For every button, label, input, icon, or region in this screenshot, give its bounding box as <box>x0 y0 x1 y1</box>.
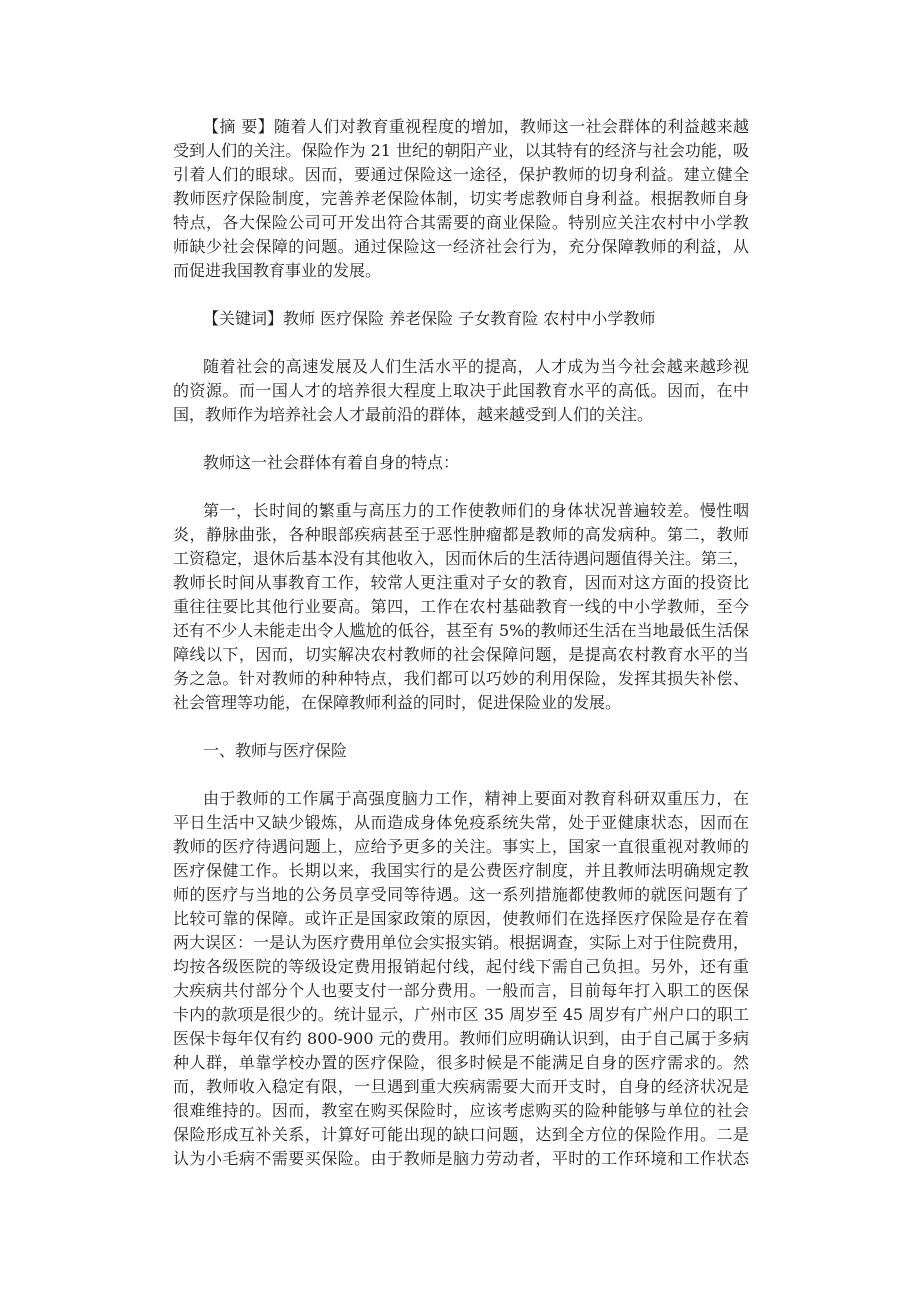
text-line: 卡内的款项是很少的。统计显示，广州市区 35 周岁至 45 周岁有广州户口的职工 <box>173 1005 749 1024</box>
text-line: 教师的医疗待遇问题上，应给予更多的关注。事实上，国家一直很重视对教师的 <box>173 837 749 856</box>
document-page <box>173 115 749 1195</box>
text-line: 两大误区：一是认为医疗费用单位会实报实销。根据调查，实际上对于住院费用， <box>173 933 749 952</box>
text-line: 重往往要比其他行业要高。第四，工作在农村基础教育一线的中小学教师，至今 <box>173 597 749 616</box>
text-line: 比较可靠的保障。或许正是国家政策的原因，使教师们在选择医疗保险是存在着 <box>173 909 749 928</box>
features-paragraph <box>173 499 749 715</box>
keywords-paragraph <box>173 307 749 331</box>
text-line: 【摘 要】随着人们对教育重视程度的增加，教师这一社会群体的利益越来越 <box>203 117 749 136</box>
text-line: 教师长时间从事教育工作，较常人更注重对子女的教育，因而对这方面的投资比 <box>173 573 749 592</box>
text-line: 工资稳定，退休后基本没有其他收入，因而休后的生活待遇问题值得关注。第三， <box>173 549 749 568</box>
text-line: 种人群，单靠学校办置的医疗保险，很多时候是不能满足自身的医疗需求的。然 <box>173 1053 749 1072</box>
text-line: 师的医疗与当地的公务员享受同等待遇。这一系列措施都使教师的就医问题有了 <box>173 885 749 904</box>
text-line: 均按各级医院的等级设定费用报销起付线，起付线下需自己负担。另外，还有重 <box>173 957 749 976</box>
text-line: 大疾病共付部分个人也要支付一部分费用。一般而言，目前每年打入职工的医保 <box>173 981 749 1000</box>
text-line: 由于教师的工作属于高强度脑力工作，精神上要面对教育科研双重压力，在 <box>203 789 749 808</box>
text-line: 炎，静脉曲张，各种眼部疾病甚至于恶性肿瘤都是教师的高发病种。第二，教师 <box>173 525 749 544</box>
text-line: 教师这一社会群体有着自身的特点： <box>203 453 460 472</box>
text-line: 引着人们的眼球。因而，要通过保险这一途径，保护教师的切身利益。建立健全 <box>173 165 749 184</box>
text-line: 保险形成互补关系，计算好可能出现的缺口问题，达到全方位的保险作用。二是 <box>173 1125 749 1144</box>
intro-paragraph <box>173 355 749 427</box>
text-line: 随着社会的高速发展及人们生活水平的提高，人才成为当今社会越来越珍视 <box>203 357 749 376</box>
text-line: 医疗保健工作。长期以来，我国实行的是公费医疗制度，并且教师法明确规定教 <box>173 861 749 880</box>
abstract-paragraph <box>173 115 749 283</box>
text-line: 认为小毛病不需要买保险。由于教师是脑力劳动者，平时的工作环境和工作状态 <box>173 1149 749 1168</box>
text-line: 特点，各大保险公司可开发出符合其需要的商业保险。特别应关注农村中小学教 <box>173 213 749 232</box>
text-line: 受到人们的关注。保险作为 21 世纪的朝阳产业，以其特有的经济与社会功能，吸 <box>173 141 749 160</box>
text-line: 而，教师收入稳定有限，一旦遇到重大疾病需要大而开支时，自身的经济状况是 <box>173 1077 749 1096</box>
text-line: 国，教师作为培养社会人才最前沿的群体，越来越受到人们的关注。 <box>173 405 654 424</box>
text-line: 医保卡每年仅有约 800-900 元的费用。教师们应明确认识到，由于自己属于多病 <box>173 1029 749 1048</box>
text-line: 第一，长时间的繁重与高压力的工作使教师们的身体状况普遍较差。慢性咽 <box>203 501 749 520</box>
text-line: 社会管理等功能，在保障教师利益的同时，促进保险业的发展。 <box>173 693 622 712</box>
text-line: 教师医疗保险制度，完善养老保险体制，切实考虑教师自身利益。根据教师自身 <box>173 189 749 208</box>
text-line: 务之急。针对教师的种种特点，我们都可以巧妙的利用保险，发挥其损失补偿、 <box>173 669 749 688</box>
text-line: 而促进我国教育事业的发展。 <box>173 261 382 280</box>
section-heading <box>173 739 749 763</box>
text-line: 【关键词】教师 医疗保险 养老保险 子女教育险 农村中小学教师 <box>203 309 656 328</box>
text-line: 还有不少人未能走出令人尴尬的低谷，甚至有 5%的教师还生活在当地最低生活保 <box>173 621 749 640</box>
text-line: 一、教师与医疗保险 <box>203 741 348 760</box>
text-line: 障线以下，因而，切实解决农村教师的社会保障问题，是提高农村教育水平的当 <box>173 645 749 664</box>
text-line: 的资源。而一国人才的培养很大程度上取决于此国教育水平的高低。因而，在中 <box>173 381 749 400</box>
text-line: 很难维持的。因而，教室在购买保险时，应该考虑购买的险种能够与单位的社会 <box>173 1101 749 1120</box>
section-body-paragraph <box>173 787 749 1171</box>
text-line: 平日生活中又缺少锻炼，从而造成身体免疫系统失常，处于亚健康状态，因而在 <box>173 813 749 832</box>
text-line: 师缺少社会保障的问题。通过保险这一经济社会行为，充分保障教师的利益，从 <box>173 237 749 256</box>
features-lead-paragraph <box>173 451 749 475</box>
